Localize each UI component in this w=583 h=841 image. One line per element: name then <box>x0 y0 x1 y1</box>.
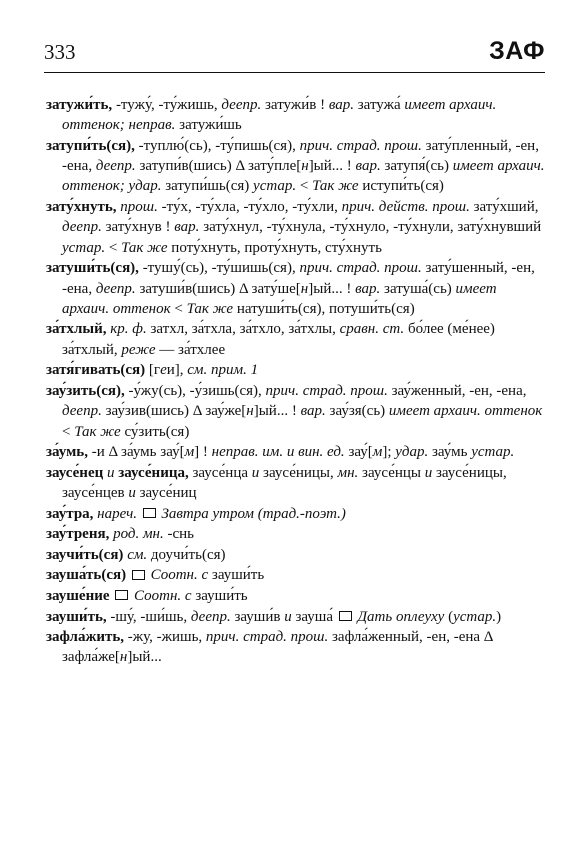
entry-text: ]ый... ! <box>253 403 301 420</box>
dictionary-entry <box>46 258 547 319</box>
entry-text: имеет архаич. оттенок <box>388 403 543 420</box>
entry-text: е <box>160 362 167 379</box>
dictionary-entry <box>46 95 547 136</box>
entry-text: и <box>284 608 292 625</box>
entry-text: устар. <box>471 444 515 461</box>
definition-box-icon <box>143 508 156 518</box>
entry-text: затуша́(сь) <box>380 280 456 297</box>
entry-text: < <box>62 423 75 440</box>
headword: за́умь, <box>46 444 88 461</box>
entry-text: н <box>300 280 309 297</box>
entry-text: иступи́ть(ся) <box>358 178 444 195</box>
entry-text: заусе́нцы <box>358 464 425 481</box>
entry-text: зау́зя(сь) <box>325 403 389 420</box>
entry-text: зату́хнул, -ту́хнула, -ту́хнуло, -ту́хнули, зату́хнувший <box>199 219 542 236</box>
headword: затупи́ть(ся), <box>46 137 135 154</box>
entry-text: и], <box>166 362 188 379</box>
entry-text: Дать оплеуху <box>357 608 445 625</box>
entry-text: зауши́ть <box>191 587 248 604</box>
entry-text: зату́пленный, -ен, -ена, <box>62 137 539 175</box>
entry-text: ] ! <box>194 444 212 461</box>
entry-text: мн. <box>337 464 359 481</box>
entry-text: вар. <box>300 403 326 420</box>
entry-text: затужи́в ! <box>261 97 329 113</box>
entry-text: имеет архаич. оттенок; удар. <box>62 158 545 195</box>
entry-text: м <box>184 444 195 461</box>
dictionary-entry <box>46 463 547 504</box>
entry-text: ]ый... ! <box>308 158 356 175</box>
entry-text: ]ый... ! <box>308 280 356 297</box>
entry-text: < <box>105 239 122 256</box>
dictionary-entry <box>46 545 547 565</box>
entry-text: Соотн. с <box>134 587 192 604</box>
dictionary-entry <box>46 360 547 380</box>
entry-text: -тушу́(сь), -ту́шишь(ся), <box>138 260 300 277</box>
entry-text: затхл, за́тхла, за́тхло, за́тхлы, <box>146 321 340 338</box>
entry-text: бо́лее (ме́нее) за́тхлый, <box>62 321 495 358</box>
entry-text: заусе́ница, <box>118 464 189 481</box>
entry-text: -жу, -жишь, <box>124 629 206 646</box>
entry-text: < <box>296 178 313 195</box>
entry-text: сравн. ст. <box>339 321 405 338</box>
entry-text: затупи́в(шись) Δ зату́пле[ <box>135 158 302 175</box>
entry-text: < <box>170 300 187 317</box>
definition-box-icon <box>132 570 145 580</box>
dictionary-entry <box>46 442 547 462</box>
entry-text: заусе́ницы, заусе́нцев <box>62 464 507 502</box>
entry-text: нареч. <box>97 505 137 522</box>
entry-text: затупи́шь(ся) <box>161 178 254 195</box>
dictionary-entry <box>46 586 547 606</box>
entry-text: -тужу́, -ту́жишь, <box>112 97 222 113</box>
entry-text: зау́[ <box>344 444 373 461</box>
entry-text: вар. <box>355 280 381 297</box>
entry-text: Завтра утром (трад.-поэт.) <box>161 505 346 522</box>
headword: зауши́ть, <box>46 608 107 625</box>
page-number: 333 <box>44 40 76 64</box>
entry-text: -и Δ за́умь зау́[ <box>87 444 185 461</box>
entry-text: и <box>424 464 433 481</box>
entry-text: -ту́х, -ту́хла, -ту́хло, -ту́хли, <box>157 199 342 216</box>
headword: затужи́ть, <box>46 97 113 113</box>
entry-text: зату́хший, <box>469 199 539 216</box>
entry-text: зау́мь <box>428 444 472 461</box>
headword: зауше́ние <box>46 587 110 604</box>
entry-text: деепр. <box>95 280 136 297</box>
entry-text: зау́женный, -ен, -ена, <box>387 382 527 399</box>
entry-text: имеет архаич. оттенок <box>62 280 497 317</box>
entry-text: кр. ф. <box>110 321 147 338</box>
entry-text: м <box>372 444 383 461</box>
entry-text: затужа́ <box>354 97 405 113</box>
entry-text: н <box>119 649 128 666</box>
entry-text: доучи́ть(ся) <box>147 546 226 563</box>
dictionary-entry <box>46 627 547 668</box>
entry-text: -снь <box>163 526 195 543</box>
entry-text: имеет архаич. оттенок; неправ. <box>62 97 497 134</box>
headword: зафла́жить, <box>46 629 125 646</box>
entry-text: -шу́, -ши́шь, <box>106 608 191 625</box>
entry-text: прич. действ. прош. <box>341 199 470 216</box>
entry-text: устар. <box>62 239 106 256</box>
headword: зау́зить(ся), <box>46 382 125 399</box>
entry-text: вар. <box>328 97 354 113</box>
headword: затуши́ть(ся), <box>46 260 139 277</box>
headword: зау́треня, <box>46 526 110 543</box>
dictionary-entries <box>46 95 547 668</box>
entry-text: вар. <box>174 219 200 236</box>
entry-text: зау́зив(шись) Δ зау́же[ <box>101 403 247 420</box>
header-rule <box>44 72 545 73</box>
entry-text: затужи́шь <box>175 117 242 134</box>
entry-text: су́зить(ся) <box>120 423 190 440</box>
definition-box-icon <box>115 590 128 600</box>
entry-text: удар. <box>395 444 429 461</box>
entry-text <box>137 506 141 522</box>
entry-text: ( <box>444 608 454 625</box>
dictionary-entry <box>46 504 547 524</box>
entry-text: прич. страд. прош. <box>265 382 388 399</box>
entry-text: прош. <box>120 199 158 216</box>
entry-text: — за́тхлее <box>155 341 226 358</box>
entry-text: зату́шенный, -ен, -ена, <box>62 260 535 297</box>
entry-text: зауша́ <box>291 608 337 625</box>
entry-text: прич. страд. прош. <box>299 137 422 154</box>
dictionary-entry <box>46 607 547 627</box>
entry-text <box>110 588 114 604</box>
entry-text: Соотн. с <box>150 567 209 584</box>
entry-text: заусе́ницы, <box>259 464 338 481</box>
entry-text: и <box>251 464 260 481</box>
dictionary-entry <box>46 136 547 197</box>
entry-text: н <box>301 158 309 175</box>
entry-text: натуши́ть(ся), потуши́ть(ся) <box>233 300 415 317</box>
entry-text: деепр. <box>62 403 102 420</box>
entry-text: зату́хнув ! <box>101 219 175 236</box>
entry-text: и <box>128 485 136 502</box>
entry-text: н <box>246 403 254 420</box>
entry-text: см. <box>127 546 148 563</box>
headword: заусе́нец <box>46 464 104 481</box>
entry-text: Так же <box>312 178 359 195</box>
entry-text: зауши́в <box>230 608 285 625</box>
entry-text: см. прим. 1 <box>187 362 259 379</box>
entry-text: -туплю́(сь), -ту́пишь(ся), <box>134 137 300 154</box>
entry-text: поту́хнуть, проту́хнуть, сту́хнуть <box>167 239 382 256</box>
entry-text: деепр. <box>95 158 136 175</box>
entry-text: деепр. <box>62 219 102 236</box>
definition-box-icon <box>339 611 352 621</box>
dictionary-entry <box>46 381 547 442</box>
entry-text: вар. <box>355 158 381 175</box>
entry-text: деепр. <box>221 97 262 113</box>
entry-text: Так же <box>186 300 234 317</box>
entry-text: реже <box>121 341 156 358</box>
entry-text: и <box>107 464 115 481</box>
entry-text: устар. <box>253 178 297 195</box>
entry-text: [г <box>145 362 161 379</box>
entry-text: неправ. им. и вин. ед. <box>211 444 345 461</box>
entry-text: ]; <box>382 444 396 461</box>
entry-text: Так же <box>74 423 121 440</box>
dictionary-entry <box>46 565 547 585</box>
headword: зау́тра, <box>46 505 94 522</box>
entry-text <box>126 567 130 583</box>
entry-text: заусе́нца <box>188 464 252 481</box>
headword: затя́гивать(ся) <box>46 362 146 379</box>
entry-text: -у́жу(сь), -у́зишь(ся), <box>124 382 266 399</box>
entry-text: заусе́ниц <box>135 485 197 502</box>
entry-text: затуши́в(шись) Δ зату́ше[ <box>135 280 301 297</box>
entry-text: ]ый... <box>127 649 162 666</box>
entry-text: прич. страд. прош. <box>299 260 422 277</box>
running-head: ЗАФ <box>489 37 545 65</box>
headword: заучи́ть(ся) <box>46 546 124 563</box>
dictionary-entry <box>46 319 547 360</box>
entry-text: деепр. <box>190 608 231 625</box>
entry-text: ) <box>496 608 502 625</box>
entry-text: род. мн. <box>113 526 164 543</box>
entry-text: зафла́женный, -ен, -ена Δ зафла́же[ <box>62 629 493 666</box>
entry-text: Так же <box>121 239 168 256</box>
headword: зату́хнуть, <box>46 199 117 216</box>
entry-text: затупя́(сь) <box>380 158 453 175</box>
headword: зауша́ть(ся) <box>46 567 127 584</box>
entry-text: устар. <box>453 608 497 625</box>
headword: за́тхлый, <box>46 321 107 338</box>
entry-text: прич. страд. прош. <box>205 629 329 646</box>
entry-text: зауши́ть <box>208 567 265 584</box>
dictionary-entry <box>46 197 547 258</box>
dictionary-entry <box>46 524 547 544</box>
